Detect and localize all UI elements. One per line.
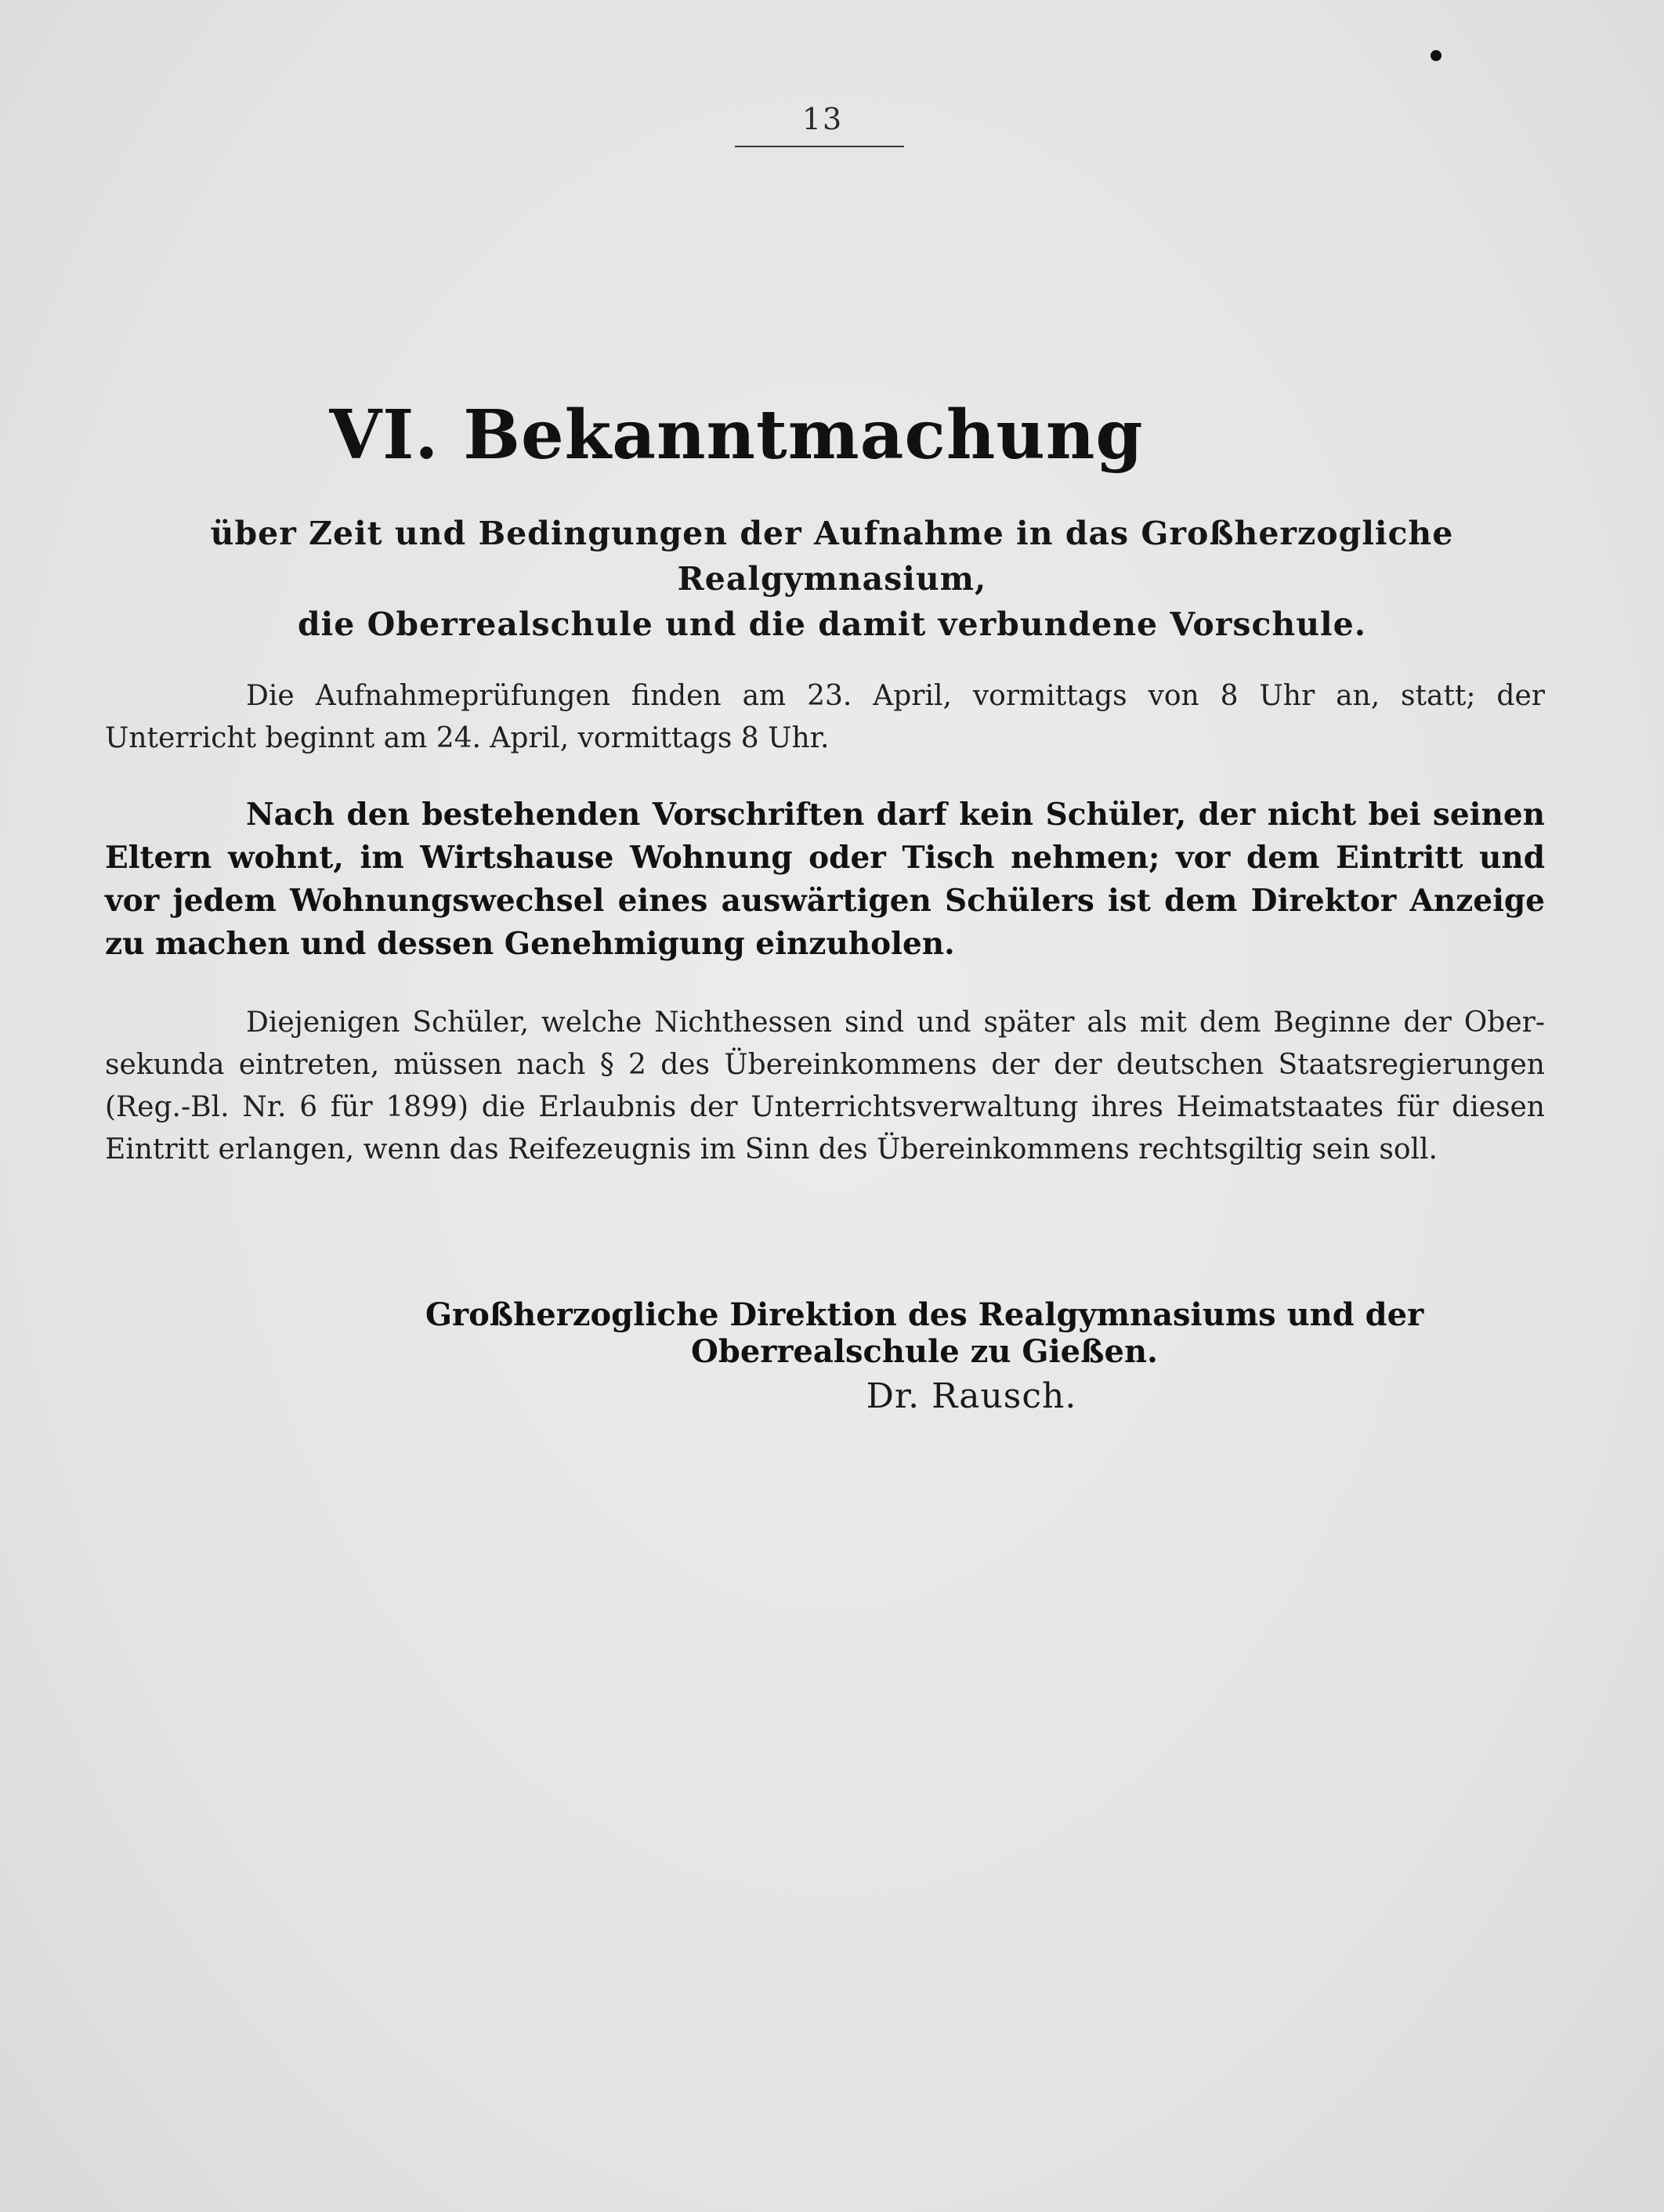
page-number: 13 xyxy=(801,102,844,136)
subtitle-line: die Oberrealschule und die damit verbundene Vorschule. xyxy=(298,605,1366,643)
paragraph-non-hessian-students: Diejenigen Schüler, welche Nichthessen sind und später als mit dem Beginne der Ober-sekunda eintreten, müssen nach § 2 des Übereinkommens der der deutschen Staatsregierungen (Reg.-Bl. Nr. 6 für 1899) die Erlaubnis der Unterrichtsverwaltung ihres Heimatstaates für diesen Eintritt erlangen, wenn das Reifezeugnis im Sinn des Übereinkommens rechtsgiltig sein soll. xyxy=(105,1007,1545,1166)
signature-institution: Großherzogliche Direktion des Realgymnasiums und der Oberrealschule zu Gießen. xyxy=(425,1296,1424,1370)
section-title: VI. Bekanntmachung xyxy=(329,396,1144,475)
subtitle-line: über Zeit und Bedingungen der Aufnahme in das Großherzogliche Realgymnasium, xyxy=(210,515,1454,598)
paragraph-housing-rules: Nach den bestehenden Vorschriften darf kein Schüler, der nicht bei seinen Eltern wohnt, im Wirtshause Wohnung oder Tisch nehmen; vor dem Eintritt und vor jedem Wohnungswechsel eines auswärtigen Schülers ist dem Direktor Anzeige zu machen und dessen Genehmigung einzuholen. xyxy=(105,797,1545,962)
signer-name: Dr. Rausch. xyxy=(866,1376,1077,1416)
section-subtitle xyxy=(86,511,1578,647)
paragraph-exam-dates: Die Aufnahmeprüfungen finden am 23. April, vormittags von 8 Uhr an, statt; der Unterricht beginnt am 24. April, vormittags 8 Uhr. xyxy=(105,680,1545,754)
page-number-rule xyxy=(735,146,904,147)
ink-dot xyxy=(1431,50,1442,61)
